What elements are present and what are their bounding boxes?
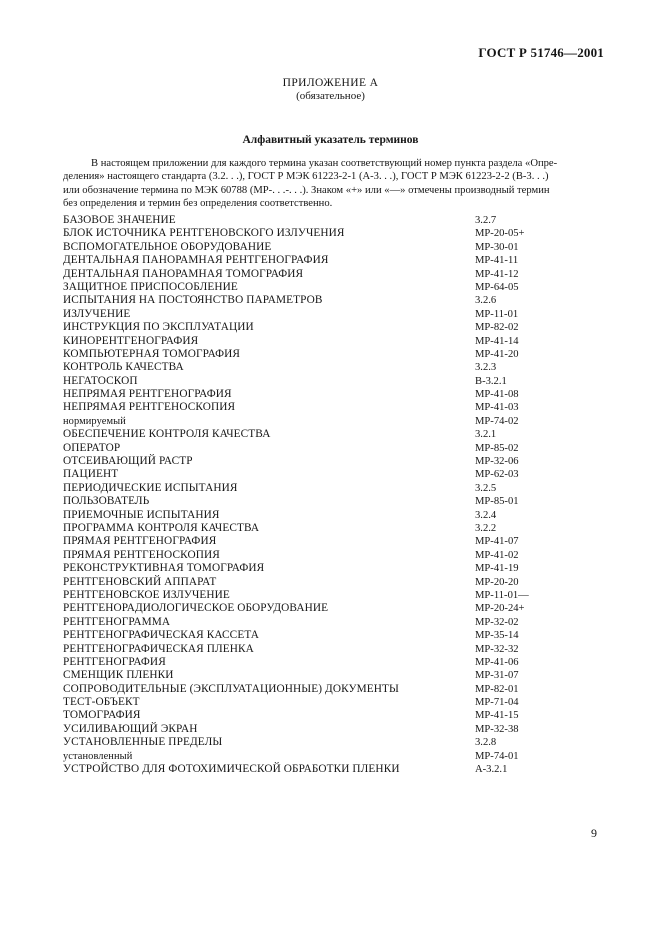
- term-reference: МР-32-32: [475, 643, 519, 655]
- term-reference: МР-64-05: [475, 281, 519, 293]
- term-reference: МР-41-14: [475, 335, 519, 347]
- intro-line: деления» настоящего стандарта (3.2. . .), ГОСТ Р МЭК 61223-2-1 (А-3. . .), ГОСТ Р МЭК 61223-2-2 (В-3. . .): [63, 171, 549, 183]
- index-title: Алфавитный указатель терминов: [242, 134, 419, 146]
- term-row: [63, 415, 623, 428]
- term-row: [63, 589, 623, 602]
- term-name: ОБЕСПЕЧЕНИЕ КОНТРОЛЯ КАЧЕСТВА: [63, 428, 271, 441]
- standard-code: ГОСТ Р 51746—2001: [478, 45, 604, 60]
- intro-line: без определения и термин без определения соответственно.: [63, 197, 333, 209]
- term-name: ПРИЕМОЧНЫЕ ИСПЫТАНИЯ: [63, 508, 220, 521]
- appendix-note: (обязательное): [296, 90, 365, 102]
- term-row: [63, 375, 623, 388]
- term-row: [63, 254, 623, 267]
- term-name: НЕПРЯМАЯ РЕНТГЕНОГРАФИЯ: [63, 388, 232, 401]
- term-reference: МР-41-03: [475, 402, 519, 414]
- term-reference: МР-85-02: [475, 442, 519, 454]
- term-name: ВСПОМОГАТЕЛЬНОЕ ОБОРУДОВАНИЕ: [63, 240, 272, 253]
- term-reference: МР-41-11: [475, 255, 519, 267]
- term-name: ДЕНТАЛЬНАЯ ПАНОРАМНАЯ ТОМОГРАФИЯ: [63, 267, 304, 280]
- term-name: ТЕСТ-ОБЪЕКТ: [63, 696, 140, 709]
- term-reference: 3.2.4: [475, 509, 497, 521]
- term-row: [63, 562, 623, 575]
- term-reference: 3.2.3: [475, 362, 497, 374]
- term-reference: МР-32-38: [475, 723, 519, 735]
- term-row: [63, 763, 623, 776]
- term-reference: МР-85-01: [475, 496, 519, 508]
- term-reference: 3.2.1: [475, 429, 497, 441]
- term-row: [63, 509, 623, 522]
- term-name: УСИЛИВАЮЩИЙ ЭКРАН: [63, 722, 198, 735]
- term-row: [63, 736, 623, 749]
- term-row: [63, 442, 623, 455]
- term-reference: 3.2.7: [475, 215, 497, 226]
- intro-line: или обозначение термина по МЭК 60788 (МР-. . .-. . .). Знаком «+» или «—» отмечены производный термин: [63, 184, 550, 196]
- term-name: ОПЕРАТОР: [63, 441, 121, 454]
- term-reference: МР-41-20: [475, 348, 519, 360]
- term-reference: МР-71-04: [475, 697, 519, 709]
- term-reference: 3.2.2: [475, 522, 497, 534]
- term-reference: МР-32-06: [475, 456, 519, 468]
- term-name: НЕГАТОСКОП: [63, 374, 138, 387]
- term-name: ПРЯМАЯ РЕНТГЕНОГРАФИЯ: [63, 535, 217, 548]
- term-name: КИНОРЕНТГЕНОГРАФИЯ: [63, 334, 199, 347]
- term-row: [63, 549, 623, 562]
- term-reference: МР-41-08: [475, 389, 519, 401]
- term-reference: МР-74-02: [475, 415, 519, 427]
- term-reference: МР-20-20: [475, 576, 519, 588]
- term-name: ПЕРИОДИЧЕСКИЕ ИСПЫТАНИЯ: [63, 481, 238, 494]
- term-reference: МР-41-15: [475, 710, 519, 722]
- term-row: [63, 388, 623, 401]
- term-row: [63, 468, 623, 481]
- term-reference: МР-41-06: [475, 656, 519, 668]
- term-reference: В-3.2.1: [475, 375, 507, 387]
- term-name: РЕНТГЕНОГРАММА: [63, 615, 171, 628]
- term-row: [63, 602, 623, 615]
- term-row: [63, 335, 623, 348]
- term-name: нормируемый: [63, 415, 126, 427]
- term-row: [63, 227, 623, 240]
- term-name: ПОЛЬЗОВАТЕЛЬ: [63, 495, 150, 508]
- term-name: РЕНТГЕНОВСКОЕ ИЗЛУЧЕНИЕ: [63, 588, 230, 601]
- terms-index-list: [63, 214, 623, 776]
- term-row: [63, 643, 623, 656]
- term-row: [63, 495, 623, 508]
- intro-paragraph: [63, 157, 600, 210]
- term-row: [63, 683, 623, 696]
- term-reference: МР-41-07: [475, 536, 519, 548]
- term-name: СМЕНЩИК ПЛЕНКИ: [63, 669, 174, 682]
- term-row: [63, 696, 623, 709]
- term-name: ДЕНТАЛЬНАЯ ПАНОРАМНАЯ РЕНТГЕНОГРАФИЯ: [63, 254, 329, 267]
- term-name: ИСПЫТАНИЯ НА ПОСТОЯНСТВО ПАРАМЕТРОВ: [63, 294, 323, 307]
- term-reference: 3.2.5: [475, 482, 497, 494]
- term-reference: МР-32-02: [475, 616, 519, 628]
- term-name: КОНТРОЛЬ КАЧЕСТВА: [63, 361, 184, 374]
- term-row: [63, 629, 623, 642]
- term-name: РЕНТГЕНОРАДИОЛОГИЧЕСКОЕ ОБОРУДОВАНИЕ: [63, 602, 329, 615]
- term-row: [63, 308, 623, 321]
- intro-line: В настоящем приложении для каждого термина указан соответствующий номер пункта раздела «Опре-: [91, 158, 558, 169]
- term-name: РЕНТГЕНОГРАФИЧЕСКАЯ КАССЕТА: [63, 629, 260, 642]
- term-row: [63, 428, 623, 441]
- term-name: РЕНТГЕНОВСКИЙ АППАРАТ: [63, 575, 217, 588]
- term-row: [63, 294, 623, 307]
- term-name: ИНСТРУКЦИЯ ПО ЭКСПЛУАТАЦИИ: [63, 321, 254, 334]
- term-reference: МР-41-12: [475, 268, 519, 280]
- term-reference: МР-41-02: [475, 549, 519, 561]
- term-row: [63, 268, 623, 281]
- term-name: НЕПРЯМАЯ РЕНТГЕНОСКОПИЯ: [63, 401, 236, 414]
- term-name: ПАЦИЕНТ: [63, 468, 119, 481]
- appendix-title: ПРИЛОЖЕНИЕ А: [282, 77, 379, 89]
- term-name: ПРОГРАММА КОНТРОЛЯ КАЧЕСТВА: [63, 521, 260, 534]
- term-row: [63, 522, 623, 535]
- term-reference: МР-20-24+: [475, 603, 525, 615]
- term-reference: МР-35-14: [475, 630, 519, 642]
- term-row: [63, 576, 623, 589]
- term-name: ЗАЩИТНОЕ ПРИСПОСОБЛЕНИЕ: [63, 280, 238, 293]
- term-row: [63, 669, 623, 682]
- term-name: УСТРОЙСТВО ДЛЯ ФОТОХИМИЧЕСКОЙ ОБРАБОТКИ ПЛЕНКИ: [63, 763, 400, 776]
- term-name: РЕКОНСТРУКТИВНАЯ ТОМОГРАФИЯ: [63, 562, 265, 575]
- term-name: БАЗОВОЕ ЗНАЧЕНИЕ: [63, 214, 176, 226]
- term-reference: МР-11-01: [475, 308, 519, 320]
- term-reference: МР-41-19: [475, 563, 519, 575]
- term-name: БЛОК ИСТОЧНИКА РЕНТГЕНОВСКОГО ИЗЛУЧЕНИЯ: [63, 227, 345, 240]
- term-name: СОПРОВОДИТЕЛЬНЫЕ (ЭКСПЛУАТАЦИОННЫЕ) ДОКУМЕНТЫ: [63, 682, 399, 695]
- term-name: ПРЯМАЯ РЕНТГЕНОСКОПИЯ: [63, 548, 220, 561]
- term-row: [63, 616, 623, 629]
- term-reference: МР-82-02: [475, 322, 519, 334]
- term-row: [63, 535, 623, 548]
- term-row: [63, 361, 623, 374]
- term-reference: МР-82-01: [475, 683, 519, 695]
- term-row: [63, 321, 623, 334]
- term-name: РЕНТГЕНОГРАФИЯ: [63, 655, 166, 668]
- term-reference: МР-74-01: [475, 750, 519, 762]
- term-reference: 3.2.8: [475, 737, 497, 749]
- term-row: [63, 750, 623, 763]
- term-name: КОМПЬЮТЕРНАЯ ТОМОГРАФИЯ: [63, 347, 241, 360]
- term-row: [63, 401, 623, 414]
- term-row: [63, 723, 623, 736]
- term-name: ИЗЛУЧЕНИЕ: [63, 307, 131, 320]
- term-name: ТОМОГРАФИЯ: [63, 709, 141, 722]
- term-row: [63, 709, 623, 722]
- term-name: РЕНТГЕНОГРАФИЧЕСКАЯ ПЛЕНКА: [63, 642, 254, 655]
- term-row: [63, 214, 623, 227]
- term-reference: МР-20-05+: [475, 228, 525, 240]
- term-reference: 3.2.6: [475, 295, 497, 307]
- term-reference: МР-11-01—: [475, 589, 529, 601]
- page-number: 9: [591, 826, 597, 840]
- term-row: [63, 281, 623, 294]
- term-row: [63, 241, 623, 254]
- term-row: [63, 455, 623, 468]
- term-reference: МР-62-03: [475, 469, 519, 481]
- term-row: [63, 348, 623, 361]
- term-row: [63, 482, 623, 495]
- term-reference: МР-31-07: [475, 670, 519, 682]
- term-name: УСТАНОВЛЕННЫЕ ПРЕДЕЛЫ: [63, 736, 223, 749]
- term-row: [63, 656, 623, 669]
- term-reference: МР-30-01: [475, 241, 519, 253]
- term-reference: А-3.2.1: [475, 764, 508, 776]
- term-name: установленный: [63, 750, 133, 762]
- term-name: ОТСЕИВАЮЩИЙ РАСТР: [63, 455, 193, 468]
